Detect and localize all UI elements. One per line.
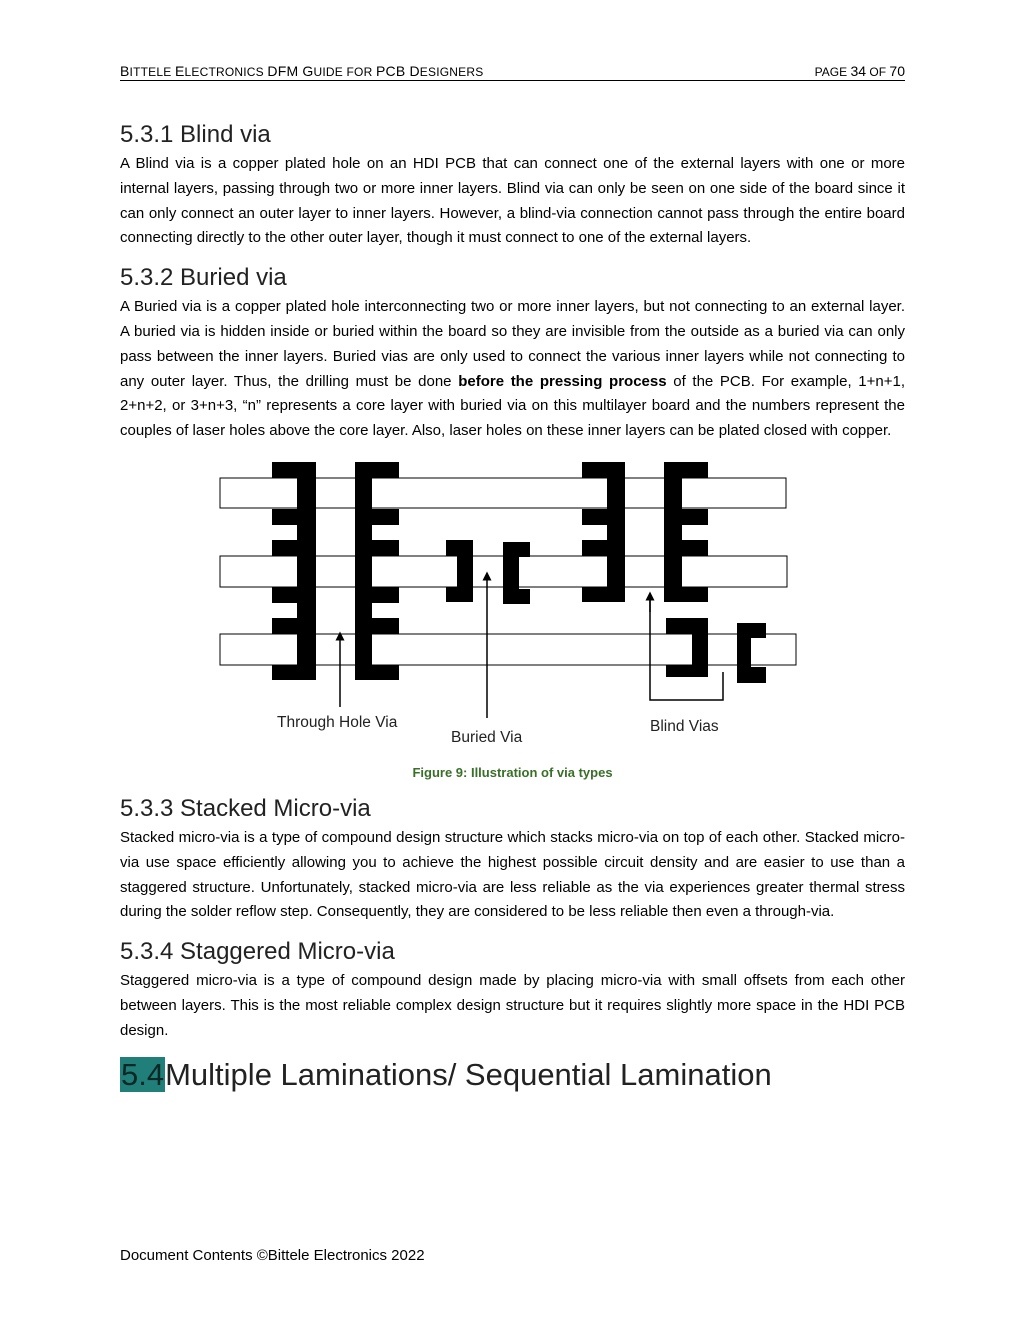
label-buried-via: Buried Via: [451, 728, 523, 746]
section-heading: 5.3.2 Buried via: [120, 264, 287, 292]
header-title-part: ITTELE: [129, 65, 175, 79]
header-title-part: LECTRONICS: [184, 65, 268, 79]
header-title: [120, 62, 483, 81]
page-header: [120, 61, 905, 81]
page-footer: Document Contents ©Bittele Electronics 2022: [120, 1247, 425, 1264]
page-content: [120, 118, 905, 1096]
heading-title: Multiple Laminations/ Sequential Lamination: [165, 1056, 772, 1092]
label-blind-vias: Blind Vias: [650, 717, 719, 735]
page-total: 70: [889, 63, 905, 79]
header-title-part: DFM: [267, 63, 303, 79]
section-heading: 5.3.3 Stacked Micro-via: [120, 794, 371, 822]
header-title-part: B: [120, 63, 130, 79]
section-buried-via: [120, 261, 905, 444]
via-diagram: [120, 462, 905, 762]
heading-number: 5.4: [121, 1056, 165, 1092]
header-title-part: D: [409, 63, 420, 79]
section-heading: 5.3.4 Staggered Micro-via: [120, 938, 395, 966]
section-heading: 5.3.1 Blind via: [120, 121, 271, 148]
main-section-heading: [120, 1054, 905, 1096]
paragraph-bold-text: before the pressing process: [458, 372, 667, 390]
section-paragraph: [120, 295, 905, 444]
section-paragraph: Staggered micro-via is a type of compound design made by placing micro-via with small offsets from each other between layers. This is the most reliable complex design structure but it requires slightly more space in the HDI PCB design.: [120, 972, 905, 1039]
header-title-part: PCB: [375, 63, 410, 79]
section-staggered-micro-via: [120, 935, 905, 1043]
via-types-figure: [120, 462, 905, 762]
section-stacked-micro-via: [120, 792, 905, 925]
header-title-part: ESIGNERS: [419, 65, 484, 79]
page-word: PAGE: [814, 65, 848, 79]
of-word: OF: [869, 65, 887, 79]
header-title-part: E: [174, 63, 185, 79]
section-paragraph: A Blind via is a copper plated hole on an HDI PCB that can connect one of the external layers with one or more internal layers, passing through two or more inner layers. Blind via can only be seen on one side of the board since it can only connect an outer layer to inner layers. However, a blind-via connection cannot pass through the entire board connecting directly to the other outer layer, though it must connect to one of the external layers.: [120, 155, 905, 247]
header-title-part: G: [302, 63, 314, 79]
label-through-hole-via: Through Hole Via: [277, 713, 398, 731]
section-blind-via: [120, 118, 905, 251]
header-title-part: UIDE FOR: [313, 65, 376, 79]
paragraph-text: A Buried via is a copper plated hole interconnecting two or more inner layers, but not connecting to an external layer. A buried via is hidden inside or buried within the board so they are invisible from the outside as a buried via can only pass between the inner layers. Buried vias are only used to connect the various inner layers while not connecting to any outer layer. Thus, the drilling must be done: [120, 298, 905, 390]
page-current: 34: [850, 63, 867, 79]
section-paragraph: Stacked micro-via is a type of compound design structure which stacks micro-via on top of each other. Stacked micro-via use space efficiently allowing you to achieve the highest possible circuit density and are easier to use than a staggered structure. Unfortunately, stacked micro-via are less reliable as the via experiences greater thermal stress during the solder reflow step. Consequently, they are considered to be less reliable then even a through-via.: [120, 828, 905, 921]
paragraph-text: of the PCB. For example, 1+n+1, 2+n+2, or 3+n+3, “n” represents a core layer with buried via on this multilayer board and the numbers represent the couples of laser holes above the core layer. Also, laser holes on these inner layers can be plated closed with copper.: [120, 372, 905, 440]
page-number: [815, 62, 905, 81]
figure-caption: Figure 9: Illustration of via types: [412, 764, 613, 780]
